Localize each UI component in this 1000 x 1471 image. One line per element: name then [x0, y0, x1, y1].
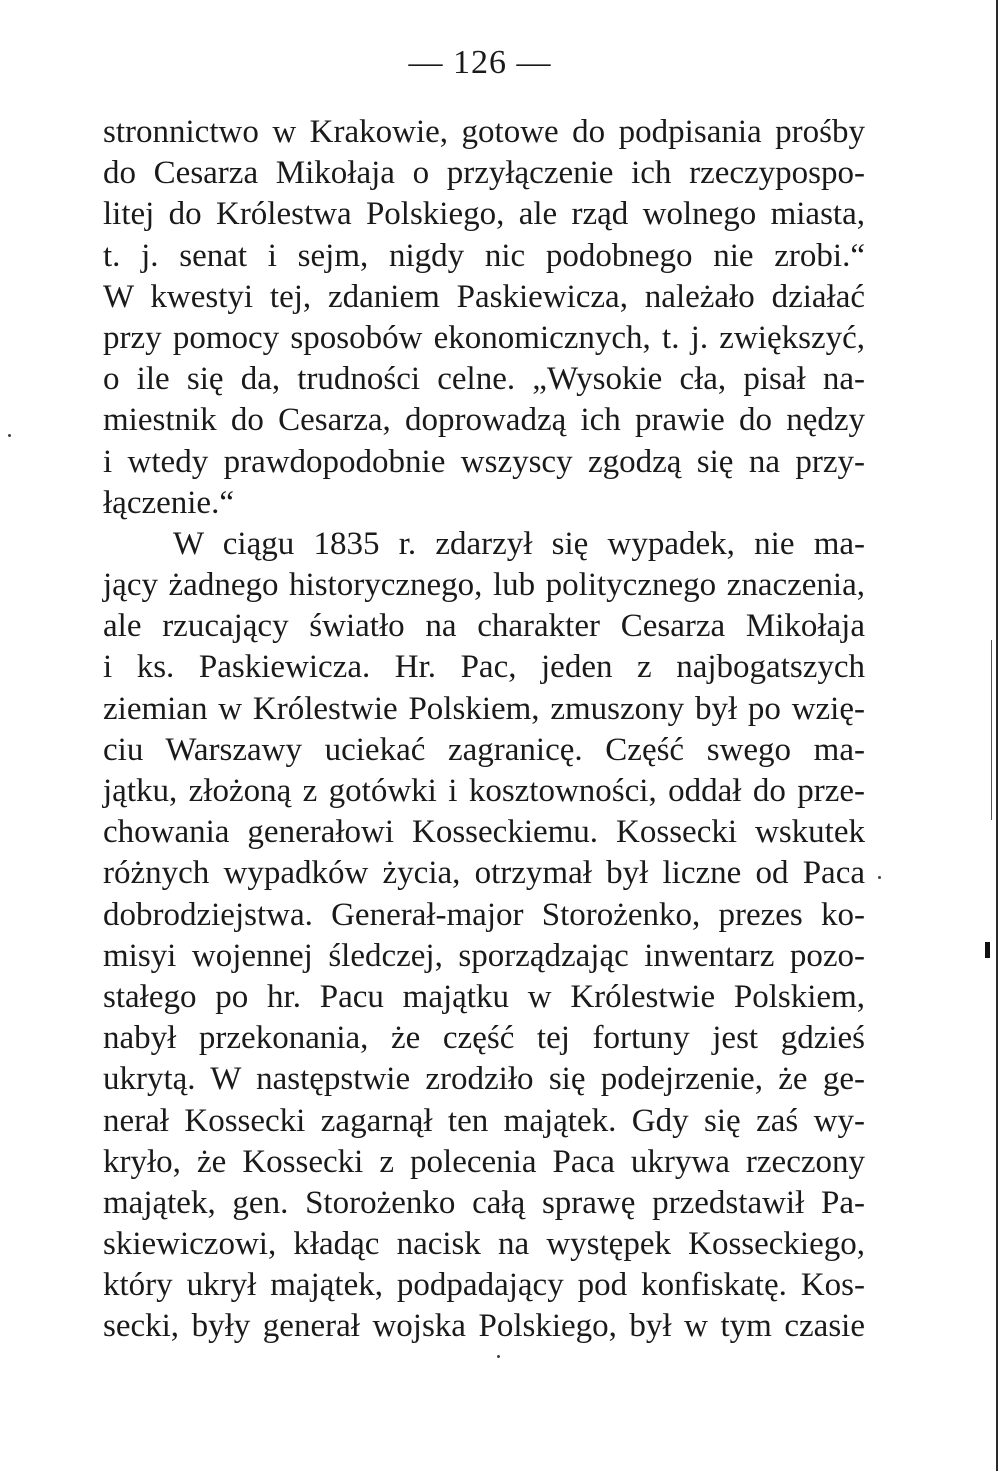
- scan-edge-line: [991, 640, 992, 820]
- text-line: różnych wypadków życia, otrzymał był liczne od Paca: [103, 855, 865, 892]
- text-line: ziemian w Królestwie Polskiem, zmuszony był po wzię-: [103, 690, 865, 727]
- text-line: miestnik do Cesarza, doprowadzą ich prawie do nędzy: [103, 402, 865, 439]
- text-line: secki, były generał wojska Polskiego, był w tym czasie: [103, 1308, 865, 1345]
- text-line: skiewiczowi, kładąc nacisk na występek Kosseckiego,: [103, 1226, 865, 1263]
- text-line: łączenie.“: [103, 484, 234, 521]
- text-line: litej do Królestwa Polskiego, ale rząd wolnego miasta,: [103, 196, 865, 233]
- text-line: stronnictwo w Krakowie, gotowe do podpisania prośby: [103, 114, 865, 150]
- text-line: jątku, złożoną z gotówki i kosztowności, oddał do prze-: [103, 773, 865, 809]
- text-line: majątek, gen. Storożenko całą sprawę przedstawił Pa-: [103, 1184, 865, 1221]
- scan-speck: [497, 1355, 500, 1358]
- text-line: jący żadnego historycznego, lub politycznego znaczenia,: [103, 567, 865, 604]
- text-line: nerał Kossecki zagarnął ten majątek. Gdy się zaś wy-: [103, 1102, 865, 1139]
- text-line: dobrodziejstwa. Generał-major Storożenko, prezes ko-: [103, 896, 865, 933]
- scan-edge-line: [996, 0, 998, 1471]
- text-line: W ciągu 1835 r. zdarzył się wypadek, nie ma-: [173, 525, 865, 562]
- page-number: — 126 —: [408, 44, 552, 81]
- text-line: przy pomocy sposobów ekonomicznych, t. j. zwiększyć,: [103, 319, 865, 356]
- text-line: nabył przekonania, że część tej fortuny jest gdzieś: [103, 1020, 865, 1057]
- text-line: stałego po hr. Pacu majątku w Królestwie Polskiem,: [103, 978, 865, 1015]
- text-line: W kwestyi tej, zdaniem Paskiewicza, należało działać: [103, 278, 865, 315]
- body-text: [103, 112, 865, 1348]
- text-line: do Cesarza Mikołaja o przyłączenie ich rzeczypospo-: [103, 155, 865, 192]
- text-line: ale rzucający światło na charakter Cesarza Mikołaja: [103, 608, 865, 645]
- text-line: chowania generałowi Kosseckiemu. Kossecki wskutek: [103, 814, 865, 851]
- text-line: ukrytą. W następstwie zrodziło się podejrzenie, że ge-: [103, 1061, 865, 1098]
- text-line: i ks. Paskiewicza. Hr. Pac, jeden z najbogatszych: [103, 649, 865, 686]
- text-line: ciu Warszawy uciekać zagranicę. Część swego ma-: [103, 731, 865, 768]
- scan-edge-mark: [985, 942, 990, 958]
- text-line: t. j. senat i sejm, nigdy nic podobnego nie zrobi.“: [103, 237, 865, 274]
- scan-speck: [878, 876, 881, 879]
- text-line: który ukrył majątek, podpadający pod konfiskatę. Kos-: [103, 1267, 865, 1304]
- text-line: kryło, że Kossecki z polecenia Paca ukrywa rzeczony: [103, 1143, 865, 1180]
- text-line: i wtedy prawdopodobnie wszyscy zgodzą się na przy-: [103, 443, 865, 480]
- scan-speck: [8, 434, 11, 437]
- text-line: misyi wojennej śledczej, sporządzając inwentarz pozo-: [103, 937, 865, 974]
- text-line: o ile się da, trudności celne. „Wysokie cła, pisał na-: [103, 361, 865, 398]
